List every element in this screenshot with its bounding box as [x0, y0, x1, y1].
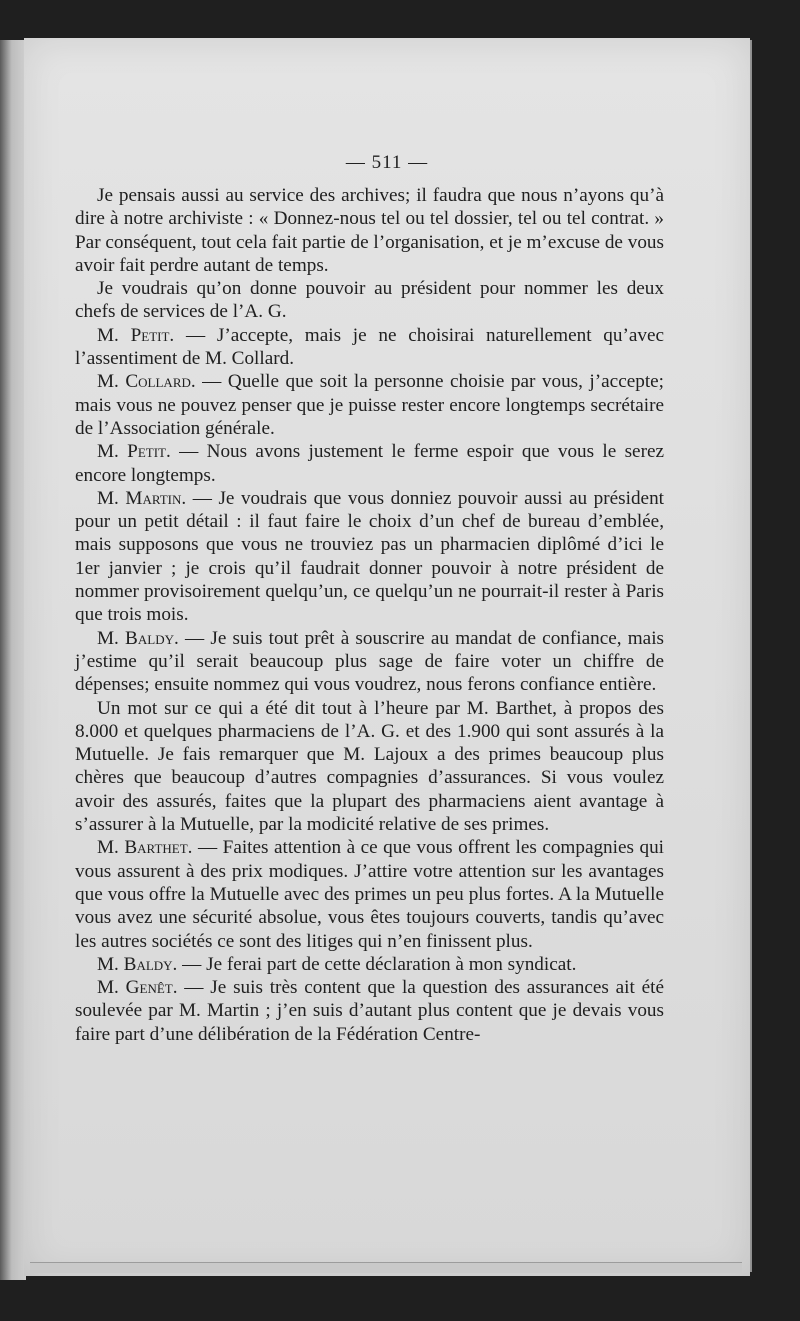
paragraph-text: Un mot sur ce qui a été dit tout à l’heure par M. Barthet, à propos des 8.000 et quelques pharmaciens de l’A. G. et des 1.900 qui sont assurés à la Mutuelle. Je fais remarquer que M. Lajoux a des primes beaucoup plus chères que beaucoup d’autres compagnies d’assurances. Si vous voulez avoir des assurés, faites que la plupart des pharmaciens aient avantage à s’assurer à la Mutuelle, par la modicité relative de ses primes. — [75, 697, 664, 836]
paragraph — [75, 627, 664, 697]
paragraph — [75, 697, 664, 837]
paragraph-text: Je pensais aussi au service des archives; il faudra que nous n’ayons qu’à dire à notre archiviste : « Donnez-nous tel ou tel dossier, tel ou tel contrat. » Par conséquent, tout cela fait partie de l’organisation, et je m’excuse de vous avoir fait perdre autant de temps. — [75, 185, 664, 276]
speaker-name: M. Baldy. — [97, 627, 179, 649]
paragraph-text: — Faites attention à ce que vous offrent les compagnies qui vous assurent à des prix modiques. J’attire votre attention sur les avantages que vous offre la Mutuelle avec des primes un peu plus fortes. A la Mutuelle vous avez une sécurité absolue, vous êtes toujours couverts, tandis qu’avec les autres sociétés ce sont des litiges qui n’en finissent plus. — [75, 837, 664, 952]
paragraph — [75, 184, 664, 277]
paragraph-text: Je voudrais qu’on donne pouvoir au président pour nommer les deux chefs de services de l’A. G. — [75, 278, 664, 323]
paragraph-text: — Je suis tout prêt à souscrire au mandat de confiance, mais j’estime qu’il serait beaucoup plus sage de faire voter un chiffre de dépenses; ensuite nommez qui vous voudrez, nous ferons confiance entière. — [75, 627, 664, 696]
paragraph-text: — Nous avons justement le ferme espoir que vous le serez encore longtemps. — [75, 441, 664, 486]
speaker-name: M. Baldy. — [97, 953, 178, 975]
speaker-name: M. Petit. — [97, 324, 175, 346]
page-number: — 511 — — [345, 152, 429, 173]
paragraph — [75, 976, 664, 1046]
paragraph-text: — Quelle que soit la personne choisie par vous, j’accepte; mais vous ne pouvez penser que je puisse rester encore longtemps secrétaire de l’Association générale. — [75, 371, 664, 439]
paragraph-text: — Je voudrais que vous donniez pouvoir aussi au président pour un petit détail : il faut faire le choix d’un chef de bureau d’emblée, mais supposons que vous ne trouviez pas un pharmacien diplômé d’ici le 1er janvier ; je crois qu’il faudrait donner pouvoir à notre président de nommer provisoirement quelqu’un, ce quelqu’un ne pourrait-il rester à Paris que trois mois. — [75, 487, 664, 626]
paragraph — [75, 836, 664, 952]
bottom-page-edge — [30, 1262, 742, 1273]
paragraph — [75, 324, 664, 371]
previous-page-edge — [0, 40, 26, 1280]
paragraph — [75, 440, 664, 487]
paragraph — [75, 487, 664, 627]
paragraph — [75, 277, 664, 324]
speaker-name: M. Petit. — [97, 441, 171, 463]
paragraph — [75, 953, 664, 976]
speaker-name: M. Collard. — [97, 371, 196, 393]
speaker-name: M. Martin. — [97, 487, 187, 509]
paragraph-text: — Je suis très content que la question des assurances ait été soulevée par M. Martin ; j’en suis d’autant plus content que je devais vous faire part d’une délibération de la Fédération Centre- — [75, 977, 664, 1045]
body-text — [75, 184, 664, 1046]
speaker-name: M. Genêt. — [97, 977, 178, 999]
paragraph-text: — J’accepte, mais je ne choisirai naturellement qu’avec l’assentiment de M. Collard. — [75, 324, 664, 370]
speaker-name: M. Barthet. — [97, 837, 193, 859]
paragraph-text: — Je ferai part de cette déclaration à mon syndicat. — [177, 953, 577, 975]
document-page — [24, 38, 750, 1276]
paragraph — [75, 370, 664, 440]
